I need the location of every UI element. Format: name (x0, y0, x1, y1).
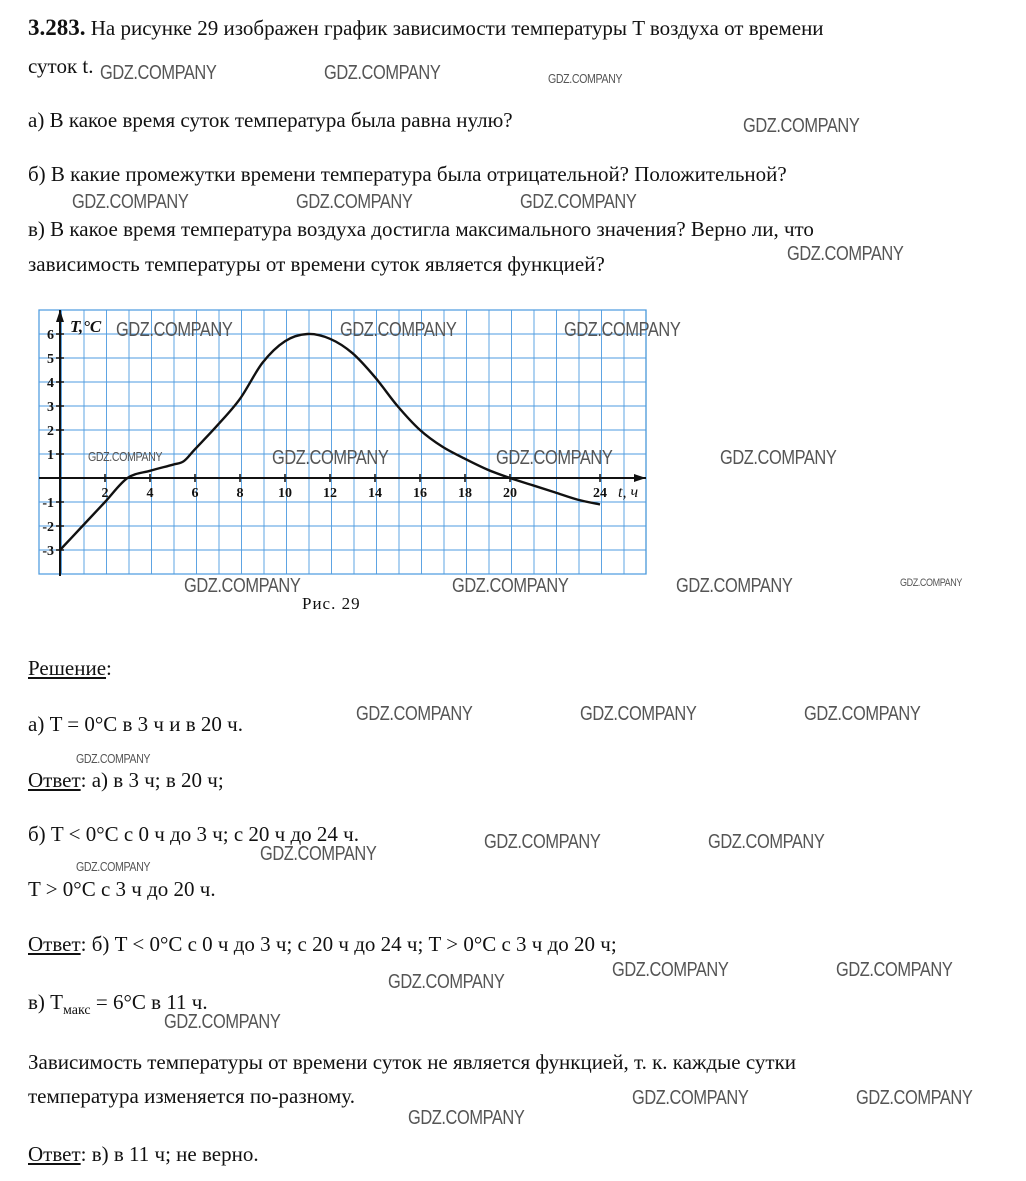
y-tick-label: -2 (42, 520, 54, 535)
watermark: GDZ.COMPANY (676, 575, 793, 597)
x-tick-label: 14 (368, 486, 382, 501)
grid-border (39, 310, 646, 574)
watermark: GDZ.COMPANY (260, 843, 377, 865)
solution-c-sub: макс (63, 1003, 91, 1019)
watermark: GDZ.COMPANY (340, 319, 457, 341)
x-tick-label: 4 (146, 486, 154, 501)
watermark: GDZ.COMPANY (836, 959, 953, 981)
y-tick-label: 2 (47, 424, 54, 439)
answer-c: : в) в 11 ч; не верно. (80, 1142, 259, 1166)
watermark: GDZ.COMPANY (100, 62, 217, 84)
chart-tick-labels (42, 328, 607, 559)
x-tick-label: 8 (236, 486, 244, 501)
y-axis-arrow (56, 310, 64, 322)
y-tick-label: 5 (47, 352, 54, 367)
watermark: GDZ.COMPANY (632, 1087, 749, 1109)
watermark: GDZ.COMPANY (296, 191, 413, 213)
y-tick-label: 4 (47, 376, 54, 391)
x-tick-label: 16 (413, 486, 427, 501)
answer-label: Ответ (28, 1142, 81, 1166)
solution-c-text-2: температура изменяется по-разному. (28, 1084, 355, 1108)
watermark: GDZ.COMPANY (612, 959, 729, 981)
watermark: GDZ.COMPANY (356, 703, 473, 725)
x-axis-label: t, ч (618, 484, 639, 501)
solution-b-line-2: T > 0°C с 3 ч до 20 ч. (28, 877, 216, 901)
x-tick-label: 24 (593, 486, 607, 501)
solution-heading-line (28, 656, 112, 680)
answer-a: : а) в 3 ч; в 20 ч; (80, 768, 224, 792)
watermark: GDZ.COMPANY (408, 1107, 525, 1129)
watermark: GDZ.COMPANY (184, 575, 301, 597)
problem-line-1 (28, 16, 824, 40)
question-a: а) В какое время суток температура была равна нулю? (28, 108, 513, 132)
answer-b: : б) T < 0°C с 0 ч до 3 ч; с 20 ч до 24 ч; T > 0°C с 3 ч до 20 ч; (80, 932, 617, 956)
watermark: GDZ.COMPANY (88, 449, 163, 464)
watermark: GDZ.COMPANY (72, 191, 189, 213)
x-tick-label: 18 (458, 486, 472, 501)
question-c-line-2: зависимость температуры от времени суток является функцией? (28, 252, 605, 276)
question-c-line-1: в) В какое время температура воздуха достигла максимального значения? Верно ли, что (28, 217, 814, 241)
chart-grid (39, 310, 646, 574)
watermark: GDZ.COMPANY (900, 577, 962, 589)
x-tick-label: 10 (278, 486, 292, 501)
answer-label: Ответ (28, 932, 81, 956)
watermark: GDZ.COMPANY (164, 1011, 281, 1033)
chart-axes (39, 310, 646, 576)
y-tick-label: -3 (42, 544, 54, 559)
question-b: б) В какие промежутки времени температура была отрицательной? Положительной? (28, 162, 787, 186)
watermark: GDZ.COMPANY (388, 971, 505, 993)
x-tick-label: 12 (323, 486, 337, 501)
answer-a-line (28, 768, 224, 792)
problem-intro-2: суток t. (28, 54, 94, 78)
y-tick-label: 1 (47, 448, 54, 463)
problem-number: 3.283. (28, 15, 86, 40)
solution-a: а) T = 0°C в 3 ч и в 20 ч. (28, 712, 243, 736)
solution-c-suffix: = 6°C в 11 ч. (90, 990, 208, 1014)
y-axis-label: T,°C (70, 317, 102, 336)
watermark: GDZ.COMPANY (787, 243, 904, 265)
x-tick-label: 20 (503, 486, 517, 501)
watermark: GDZ.COMPANY (743, 115, 860, 137)
watermark: GDZ.COMPANY (484, 831, 601, 853)
y-tick-label: 3 (47, 400, 54, 415)
watermark: GDZ.COMPANY (324, 62, 441, 84)
watermark: GDZ.COMPANY (116, 319, 233, 341)
x-axis-arrow (634, 474, 646, 482)
answer-c-line (28, 1142, 259, 1166)
solution-c-prefix: в) T (28, 990, 63, 1014)
x-tick-label: 6 (191, 486, 199, 501)
watermark: GDZ.COMPANY (452, 575, 569, 597)
solution-heading-colon: : (106, 656, 112, 680)
figure-caption: Рис. 29 (302, 594, 361, 613)
y-tick-label: 6 (47, 328, 54, 343)
answer-b-line (28, 932, 617, 956)
watermark: GDZ.COMPANY (548, 71, 623, 86)
watermark: GDZ.COMPANY (708, 831, 825, 853)
problem-intro-1: На рисунке 29 изображен график зависимости температуры T воздуха от времени (90, 16, 824, 40)
x-tick-label: 2 (101, 486, 109, 501)
answer-label: Ответ (28, 768, 81, 792)
watermark: GDZ.COMPANY (580, 703, 697, 725)
solution-b-line-1: б) T < 0°C с 0 ч до 3 ч; с 20 ч до 24 ч. (28, 822, 359, 846)
watermark: GDZ.COMPANY (272, 447, 389, 469)
chart-series (60, 334, 600, 550)
watermark: GDZ.COMPANY (76, 751, 151, 766)
solution-heading: Решение (28, 656, 107, 680)
series-line (60, 334, 600, 550)
watermark: GDZ.COMPANY (520, 191, 637, 213)
temperature-chart (30, 308, 648, 578)
watermark: GDZ.COMPANY (856, 1087, 973, 1109)
solution-c-text-1: Зависимость температуры от времени суток не является функцией, т. к. каждые сутки (28, 1050, 797, 1074)
y-tick-label: -1 (42, 496, 54, 511)
watermark: GDZ.COMPANY (76, 859, 151, 874)
watermark: GDZ.COMPANY (804, 703, 921, 725)
watermark: GDZ.COMPANY (720, 447, 837, 469)
watermark: GDZ.COMPANY (564, 319, 681, 341)
watermark: GDZ.COMPANY (496, 447, 613, 469)
